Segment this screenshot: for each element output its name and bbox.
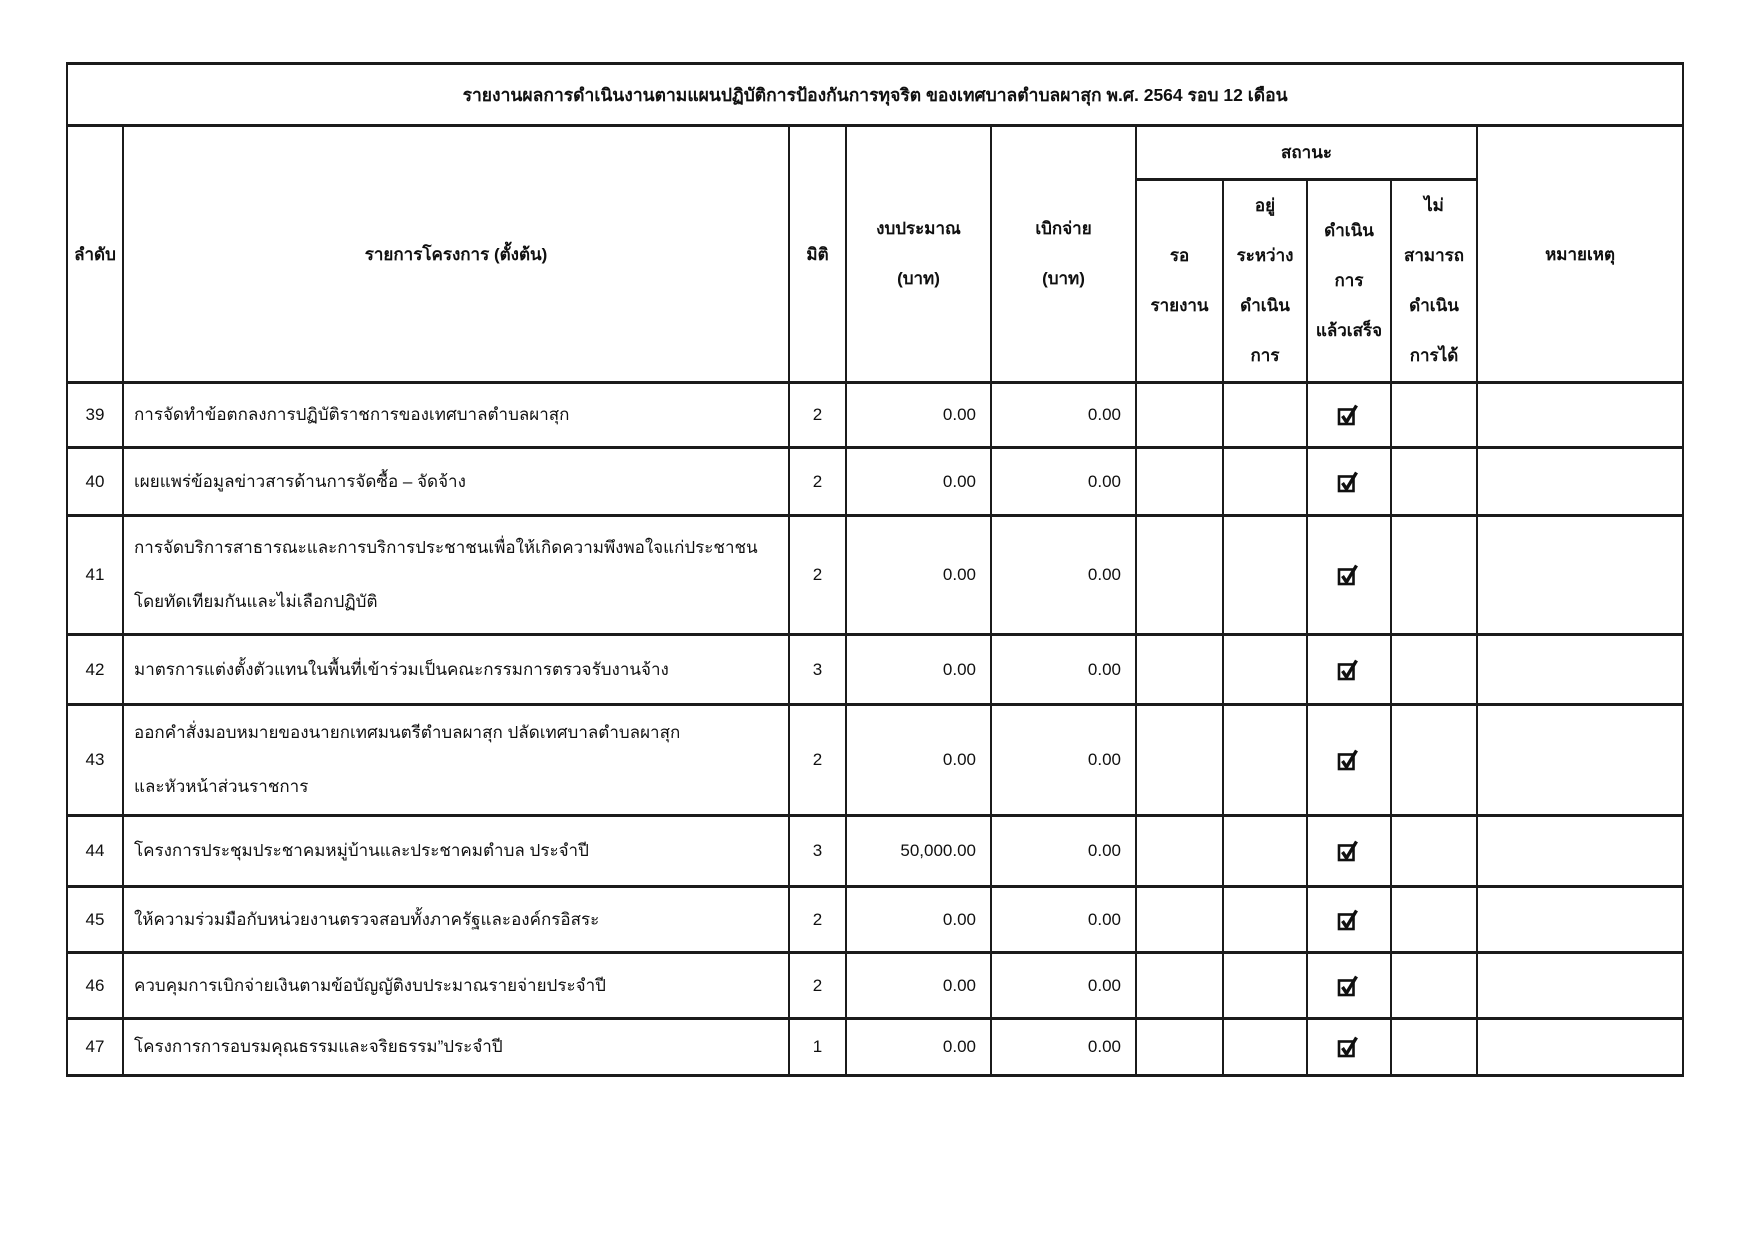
dimension-value: 3: [789, 635, 846, 705]
budget-value: 0.00: [846, 705, 991, 816]
header-line: การ: [1250, 346, 1280, 365]
table-row: [67, 635, 1683, 705]
header-line: ดำเนิน: [1409, 296, 1459, 315]
project-name: มาตรการแต่งตั้งตัวแทนในพื้นที่เข้าร่วมเป็นคณะกรรมการตรวจรับงานจ้าง: [134, 659, 669, 679]
disbursed-value: 0.00: [991, 635, 1136, 705]
dimension-value: 2: [789, 705, 846, 816]
status-in-progress-cell: [1223, 705, 1307, 816]
status-completed-cell: [1307, 635, 1391, 705]
project-cell: [123, 887, 789, 953]
report-table: [66, 62, 1684, 1077]
remark-cell: [1477, 383, 1683, 448]
status-cannot-proceed-cell: [1391, 1019, 1477, 1076]
remark-cell: [1477, 887, 1683, 953]
budget-value: 50,000.00: [846, 816, 991, 887]
header-line: อยู่: [1254, 196, 1276, 215]
report-title: รายงานผลการดำเนินงานตามแผนปฏิบัติการป้องกันการทุจริต ของเทศบาลตำบลผาสุก พ.ศ. 2564 รอบ 12 เดือน: [67, 64, 1683, 126]
header-status-group: สถานะ: [1136, 126, 1477, 180]
title-row: [67, 64, 1683, 126]
disbursed-value: 0.00: [991, 448, 1136, 516]
status-cannot-proceed-cell: [1391, 383, 1477, 448]
header-budget-line2: (บาท): [897, 269, 940, 288]
header-budget-line1: งบประมาณ: [876, 219, 961, 238]
row-number: 43: [67, 705, 123, 816]
header-no: ลำดับ: [67, 126, 123, 383]
status-cannot-proceed-cell: [1391, 516, 1477, 635]
dimension-value: 3: [789, 816, 846, 887]
status-in-progress-cell: [1223, 635, 1307, 705]
dimension-value: 2: [789, 516, 846, 635]
header-line: สามารถ: [1403, 246, 1465, 265]
table-row: [67, 516, 1683, 635]
dimension-value: 2: [789, 383, 846, 448]
remark-cell: [1477, 635, 1683, 705]
status-in-progress-cell: [1223, 816, 1307, 887]
status-in-progress-cell: [1223, 953, 1307, 1019]
status-completed-cell: [1307, 705, 1391, 816]
header-disbursed: [991, 126, 1136, 383]
row-number: 39: [67, 383, 123, 448]
header-line: ดำเนิน: [1240, 296, 1290, 315]
header-disbursed-line1: เบิกจ่าย: [1035, 219, 1092, 238]
status-cannot-proceed-cell: [1391, 887, 1477, 953]
header-line: การ: [1334, 271, 1364, 290]
status-completed-cell: [1307, 448, 1391, 516]
table-row: [67, 816, 1683, 887]
status-in-progress-cell: [1223, 516, 1307, 635]
row-number: 44: [67, 816, 123, 887]
budget-value: 0.00: [846, 383, 991, 448]
header-status-completed: [1307, 180, 1391, 383]
status-completed-cell: [1307, 516, 1391, 635]
status-waiting-cell: [1136, 448, 1223, 516]
project-name: ควบคุมการเบิกจ่ายเงินตามข้อบัญญัติงบประมาณรายจ่ายประจำปี: [134, 975, 606, 995]
status-completed-cell: [1307, 816, 1391, 887]
status-completed-cell: [1307, 1019, 1391, 1076]
disbursed-value: 0.00: [991, 887, 1136, 953]
dimension-value: 2: [789, 448, 846, 516]
status-waiting-cell: [1136, 887, 1223, 953]
project-name: และหัวหน้าส่วนราชการ: [134, 777, 309, 796]
budget-value: 0.00: [846, 953, 991, 1019]
header-remark: หมายเหตุ: [1477, 126, 1683, 383]
status-waiting-cell: [1136, 953, 1223, 1019]
status-waiting-cell: [1136, 383, 1223, 448]
status-waiting-cell: [1136, 635, 1223, 705]
status-completed-cell: [1307, 887, 1391, 953]
row-number: 42: [67, 635, 123, 705]
project-name: โดยทัดเทียมกันและไม่เลือกปฏิบัติ: [134, 592, 378, 611]
disbursed-value: 0.00: [991, 953, 1136, 1019]
status-cannot-proceed-cell: [1391, 448, 1477, 516]
status-in-progress-cell: [1223, 383, 1307, 448]
header-status-in-progress: [1223, 180, 1307, 383]
budget-value: 0.00: [846, 887, 991, 953]
remark-cell: [1477, 448, 1683, 516]
table-row: [67, 887, 1683, 953]
header-dimension: มิติ: [789, 126, 846, 383]
checked-checkbox-icon: [1336, 747, 1362, 773]
project-cell: [123, 705, 789, 816]
header-disbursed-line2: (บาท): [1042, 269, 1085, 288]
checked-checkbox-icon: [1336, 973, 1362, 999]
table-row: [67, 448, 1683, 516]
status-waiting-cell: [1136, 1019, 1223, 1076]
status-cannot-proceed-cell: [1391, 705, 1477, 816]
checked-checkbox-icon: [1336, 907, 1362, 933]
header-budget: [846, 126, 991, 383]
table-row: [67, 383, 1683, 448]
dimension-value: 2: [789, 887, 846, 953]
project-cell: [123, 1019, 789, 1076]
project-cell: [123, 448, 789, 516]
row-number: 46: [67, 953, 123, 1019]
table-row: [67, 953, 1683, 1019]
header-line: รอ: [1169, 246, 1190, 265]
budget-value: 0.00: [846, 516, 991, 635]
project-cell: [123, 816, 789, 887]
header-project: รายการโครงการ (ตั้งต้น): [123, 126, 789, 383]
table-row: [67, 705, 1683, 816]
checked-checkbox-icon: [1336, 469, 1362, 495]
remark-cell: [1477, 705, 1683, 816]
disbursed-value: 0.00: [991, 705, 1136, 816]
header-line: ดำเนิน: [1324, 221, 1374, 240]
header-line: รายงาน: [1150, 296, 1209, 315]
status-in-progress-cell: [1223, 448, 1307, 516]
project-cell: [123, 516, 789, 635]
header-line: ไม่: [1424, 196, 1444, 215]
row-number: 41: [67, 516, 123, 635]
disbursed-value: 0.00: [991, 383, 1136, 448]
header-line: ระหว่าง: [1236, 246, 1294, 265]
checked-checkbox-icon: [1336, 402, 1362, 428]
header-status-waiting: [1136, 180, 1223, 383]
project-name: ให้ความร่วมมือกับหน่วยงานตรวจสอบทั้งภาครัฐและองค์กรอิสระ: [134, 909, 600, 929]
project-cell: [123, 953, 789, 1019]
status-cannot-proceed-cell: [1391, 635, 1477, 705]
row-number: 40: [67, 448, 123, 516]
project-name: ออกคำสั่งมอบหมายของนายกเทศมนตรีตำบลผาสุก ปลัดเทศบาลตำบลผาสุก: [134, 723, 681, 742]
dimension-value: 2: [789, 953, 846, 1019]
budget-value: 0.00: [846, 1019, 991, 1076]
status-in-progress-cell: [1223, 1019, 1307, 1076]
project-cell: [123, 383, 789, 448]
disbursed-value: 0.00: [991, 816, 1136, 887]
row-number: 47: [67, 1019, 123, 1076]
remark-cell: [1477, 816, 1683, 887]
project-name: การจัดทำข้อตกลงการปฏิบัติราชการของเทศบาลตำบลผาสุก: [134, 405, 570, 424]
disbursed-value: 0.00: [991, 516, 1136, 635]
status-in-progress-cell: [1223, 887, 1307, 953]
header-line: การได้: [1409, 346, 1459, 365]
checked-checkbox-icon: [1336, 562, 1362, 588]
status-completed-cell: [1307, 953, 1391, 1019]
row-number: 45: [67, 887, 123, 953]
project-cell: [123, 635, 789, 705]
project-name: โครงการประชุมประชาคมหมู่บ้านและประชาคมตำบล ประจำปี: [134, 841, 589, 860]
remark-cell: [1477, 516, 1683, 635]
remark-cell: [1477, 953, 1683, 1019]
budget-value: 0.00: [846, 448, 991, 516]
checked-checkbox-icon: [1336, 657, 1362, 683]
remark-cell: [1477, 1019, 1683, 1076]
status-cannot-proceed-cell: [1391, 953, 1477, 1019]
project-name: โครงการการอบรมคุณธรรมและจริยธรรม”ประจำปี: [134, 1037, 503, 1056]
budget-value: 0.00: [846, 635, 991, 705]
status-completed-cell: [1307, 383, 1391, 448]
header-status-cannot-proceed: [1391, 180, 1477, 383]
dimension-value: 1: [789, 1019, 846, 1076]
status-waiting-cell: [1136, 705, 1223, 816]
status-cannot-proceed-cell: [1391, 816, 1477, 887]
project-name: เผยแพร่ข้อมูลข่าวสารด้านการจัดซื้อ – จัดจ้าง: [134, 471, 466, 491]
project-name: การจัดบริการสาธารณะและการบริการประชาชนเพื่อให้เกิดความพึงพอใจแก่ประชาชน: [134, 538, 758, 557]
header-line: แล้วเสร็จ: [1315, 321, 1383, 340]
table-row: [67, 1019, 1683, 1076]
status-waiting-cell: [1136, 816, 1223, 887]
checked-checkbox-icon: [1336, 1034, 1362, 1060]
checked-checkbox-icon: [1336, 838, 1362, 864]
status-waiting-cell: [1136, 516, 1223, 635]
disbursed-value: 0.00: [991, 1019, 1136, 1076]
